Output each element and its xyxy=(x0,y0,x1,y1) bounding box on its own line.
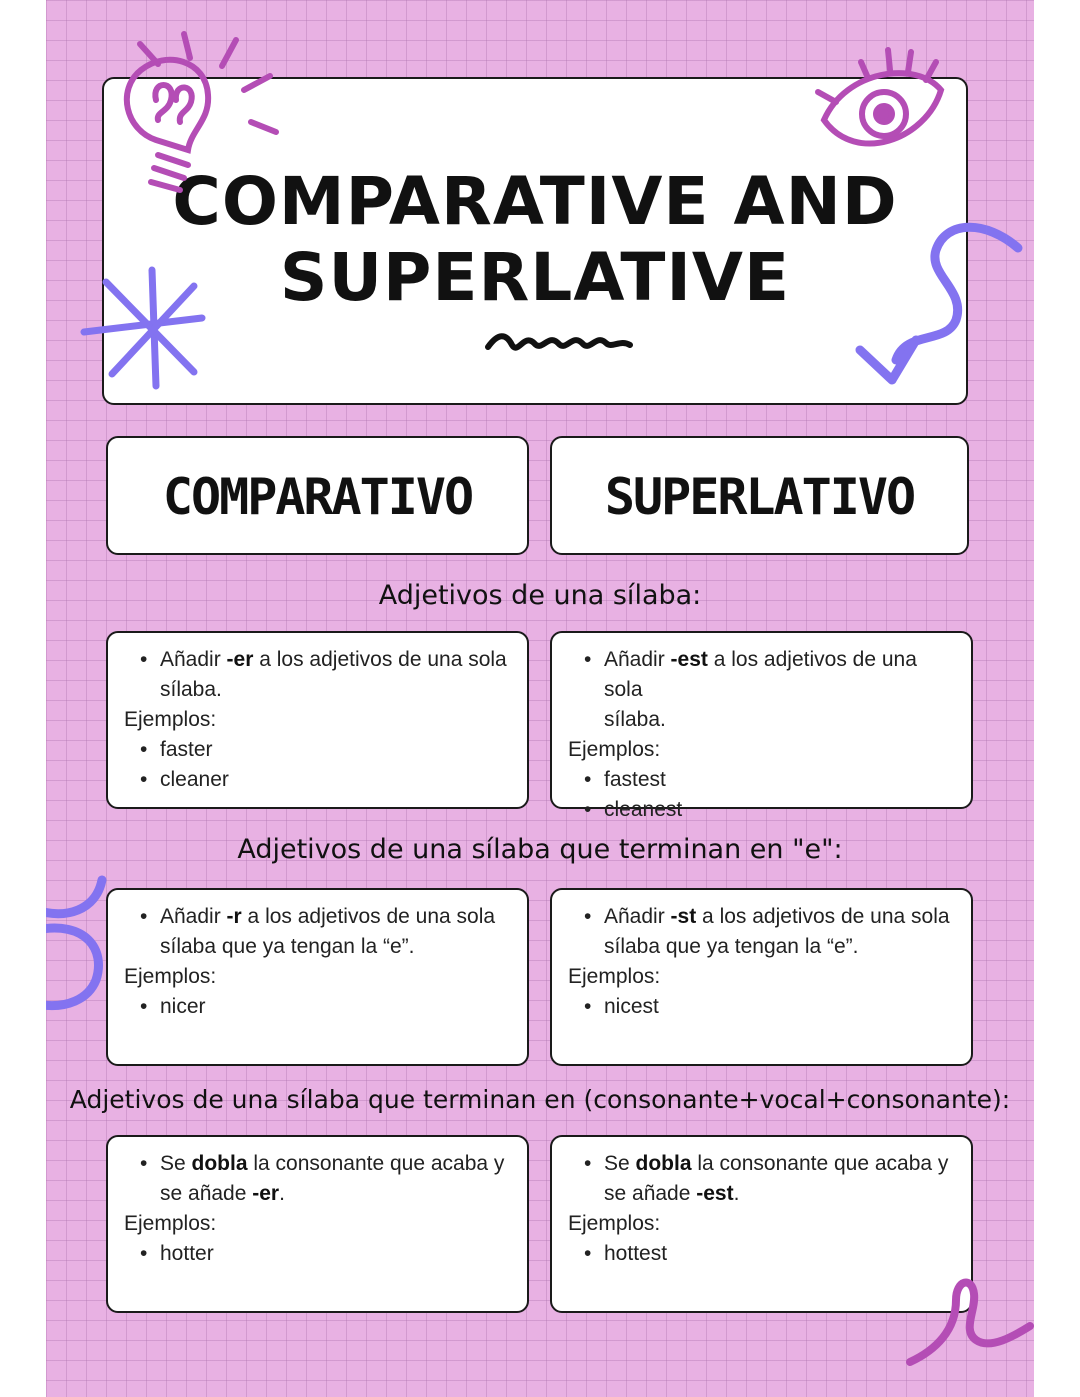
section-heading-2: Adjetivos de una sílaba que terminan en "e": xyxy=(237,834,843,865)
examples-label: Ejemplos: xyxy=(124,1212,217,1235)
comparative-card-2 xyxy=(106,888,529,1066)
rule-item: • Añadir -st a los adjetivos de una sola sílaba que ya tengan la “e”. xyxy=(604,902,957,962)
comparativo-header xyxy=(106,436,529,555)
superlativo-label: SUPERLATIVO xyxy=(604,468,915,526)
rule-item: • Se dobla la consonante que acaba y se añade -est. xyxy=(604,1149,957,1209)
example-item: • fastest xyxy=(604,765,957,795)
poster-sheet xyxy=(46,0,1034,1397)
rule-item: • Añadir -est a los adjetivos de una sola sílaba. xyxy=(604,645,957,735)
eye-icon xyxy=(806,40,956,170)
superlative-card-2 xyxy=(550,888,973,1066)
section-heading-1: Adjetivos de una sílaba: xyxy=(378,580,702,611)
loop-icon xyxy=(906,1270,1034,1370)
superlative-card-1 xyxy=(550,631,973,821)
examples-label: Ejemplos: xyxy=(124,708,217,731)
example-item: • cleanest xyxy=(604,795,957,825)
swirl-icon xyxy=(46,870,116,1020)
comparative-card-1 xyxy=(106,631,529,809)
asterisk-icon xyxy=(76,262,206,392)
title-line-1: COMPARATIVE AND xyxy=(172,163,898,240)
title-line-2: SUPERLATIVE xyxy=(279,239,791,316)
example-item: • cleaner xyxy=(160,765,513,795)
comparativo-label: COMPARATIVO xyxy=(162,468,473,526)
examples-label: Ejemplos: xyxy=(568,1212,661,1235)
squiggle-arrow-icon xyxy=(836,210,1034,400)
example-item: • nicest xyxy=(604,992,957,1022)
example-item: • faster xyxy=(160,735,513,765)
rule-item: • Añadir -r a los adjetivos de una sola sílaba que ya tengan la “e”. xyxy=(160,902,513,962)
section-heading-3: Adjetivos de una sílaba que terminan en (consonante+vocal+consonante): xyxy=(69,1085,1011,1114)
example-item: • hotter xyxy=(160,1239,513,1269)
examples-label: Ejemplos: xyxy=(568,738,661,761)
rule-item: • Añadir -er a los adjetivos de una sola sílaba. xyxy=(160,645,513,705)
rule-item: • Se dobla la consonante que acaba y se añade -er. xyxy=(160,1149,513,1209)
lightbulb-icon xyxy=(96,20,286,200)
examples-label: Ejemplos: xyxy=(124,965,217,988)
example-item: • hottest xyxy=(604,1239,957,1269)
example-item: • nicer xyxy=(160,992,513,1022)
examples-label: Ejemplos: xyxy=(568,965,661,988)
superlativo-header xyxy=(550,436,969,555)
squiggle-icon xyxy=(484,327,634,357)
comparative-card-3 xyxy=(106,1135,529,1313)
